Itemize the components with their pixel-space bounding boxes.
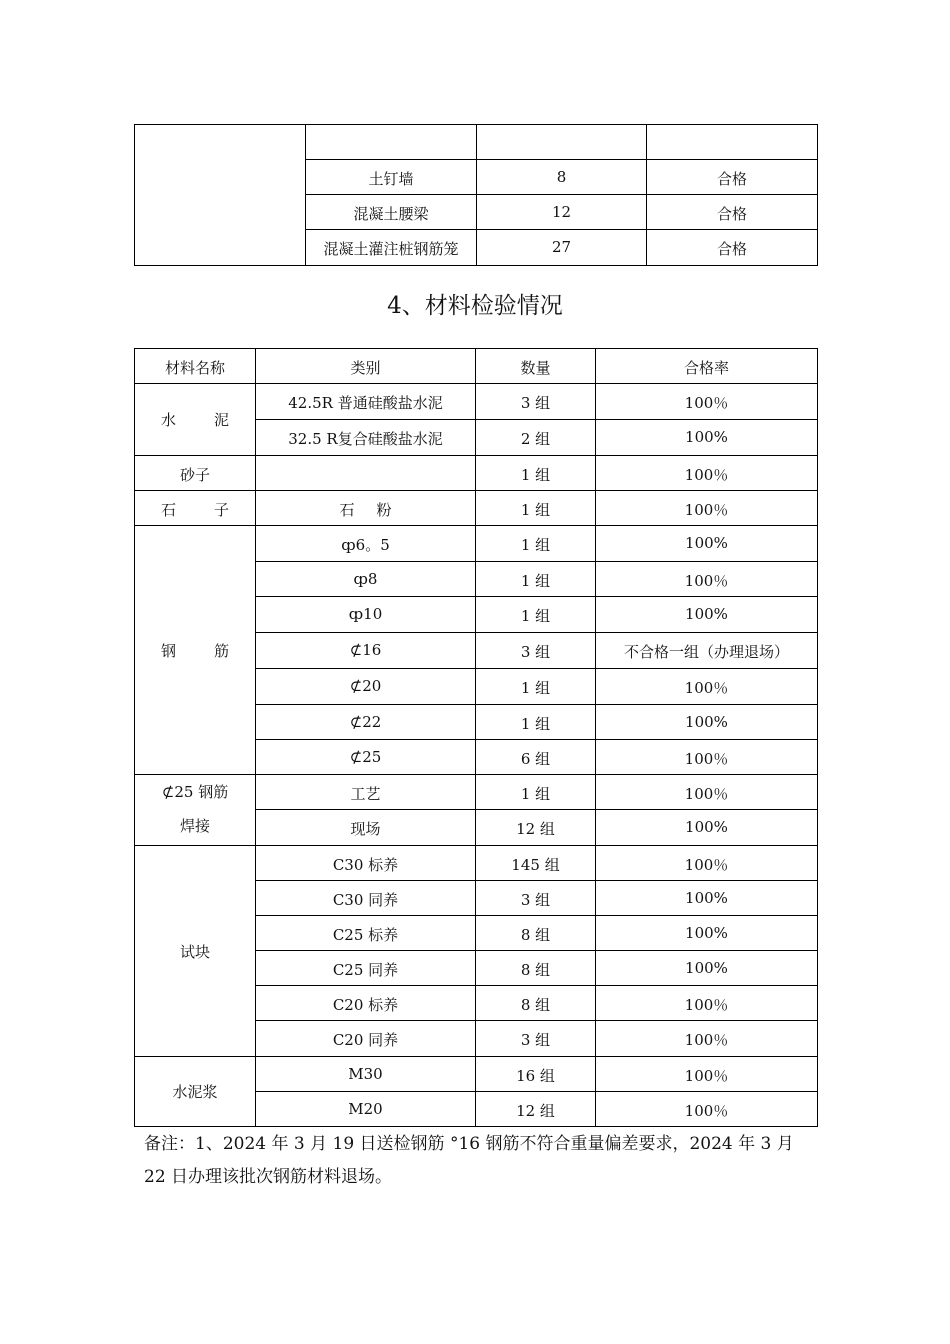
category-cell: 32.5 R复合硅酸盐水泥 <box>256 420 476 456</box>
count-cell <box>477 125 647 160</box>
material-inspection-table <box>134 348 818 1127</box>
header-material-name: 材料名称 <box>135 349 256 384</box>
category-cell: C25 标养 <box>256 916 476 951</box>
material-name-cement: 水 泥 <box>135 384 256 456</box>
rate-cell: 100％ <box>596 986 818 1021</box>
item-cell: 混凝土腰梁 <box>306 195 477 230</box>
item-cell <box>306 125 477 160</box>
qty-cell: 1 组 <box>476 456 596 491</box>
item-cell: 土钉墙 <box>306 160 477 195</box>
rate-cell: 100％ <box>596 491 818 526</box>
category-cell: ⊄20 <box>256 669 476 705</box>
table-row <box>135 526 818 562</box>
rate-cell: 100% <box>596 597 818 633</box>
item-cell: 混凝土灌注桩钢筋笼 <box>306 230 477 266</box>
rate-cell: 100% <box>596 951 818 986</box>
table-row <box>135 1057 818 1092</box>
qty-cell: 3 组 <box>476 633 596 669</box>
count-cell: 27 <box>477 230 647 266</box>
category-cell: C30 同养 <box>256 881 476 916</box>
category-cell: M30 <box>256 1057 476 1092</box>
category-cell: C20 标养 <box>256 986 476 1021</box>
rate-cell: 100% <box>596 526 818 562</box>
qty-cell: 1 组 <box>476 669 596 705</box>
qty-cell: 12 组 <box>476 1092 596 1127</box>
category-cell: ȹ8 <box>256 562 476 597</box>
section-title: 4、材料检验情况 <box>387 293 563 319</box>
qty-cell: 12 组 <box>476 810 596 846</box>
qty-cell: 8 组 <box>476 986 596 1021</box>
result-cell <box>647 125 818 160</box>
rate-cell: 100% <box>596 420 818 456</box>
qty-cell: 6 组 <box>476 740 596 775</box>
material-name-specimen: 试块 <box>135 846 256 1057</box>
qty-cell: 1 组 <box>476 562 596 597</box>
rate-cell: 100％ <box>596 384 818 420</box>
category-cell: ȹ6。5 <box>256 526 476 562</box>
qty-cell: 2 组 <box>476 420 596 456</box>
header-quantity: 数量 <box>476 349 596 384</box>
category-cell: M20 <box>256 1092 476 1127</box>
rate-cell: 100% <box>596 881 818 916</box>
category-cell: ⊄25 <box>256 740 476 775</box>
qty-cell: 16 组 <box>476 1057 596 1092</box>
qty-cell: 3 组 <box>476 384 596 420</box>
rate-cell: 100％ <box>596 775 818 810</box>
qty-cell: 8 组 <box>476 916 596 951</box>
material-name-stone: 石 子 <box>135 491 256 526</box>
category-cell: C25 同养 <box>256 951 476 986</box>
rate-cell: 100% <box>596 916 818 951</box>
qty-cell: 1 组 <box>476 705 596 740</box>
category-cell: 石 粉 <box>256 491 476 526</box>
inspection-table-continued <box>134 124 818 266</box>
qty-cell: 8 组 <box>476 951 596 986</box>
rate-cell: 100％ <box>596 1021 818 1057</box>
rate-cell: 100％ <box>596 456 818 491</box>
result-cell: 合格 <box>647 195 818 230</box>
category-cell: 现场 <box>256 810 476 846</box>
category-cell: ȹ10 <box>256 597 476 633</box>
rate-cell: 100% <box>596 705 818 740</box>
rate-cell: 100％ <box>596 1057 818 1092</box>
rate-cell: 100％ <box>596 562 818 597</box>
rate-cell: 不合格一组（办理退场） <box>596 633 818 669</box>
table-row <box>135 846 818 881</box>
count-cell: 8 <box>477 160 647 195</box>
result-cell: 合格 <box>647 160 818 195</box>
category-cell: ⊄16 <box>256 633 476 669</box>
material-name-sand: 砂子 <box>135 456 256 491</box>
qty-cell: 3 组 <box>476 881 596 916</box>
material-name-grout: 水泥浆 <box>135 1057 256 1127</box>
rate-cell: 100％ <box>596 846 818 881</box>
count-cell: 12 <box>477 195 647 230</box>
table-row <box>135 384 818 420</box>
material-name-welding: ⊄25 钢筋 焊接 <box>135 775 256 846</box>
qty-cell: 1 组 <box>476 597 596 633</box>
qty-cell: 1 组 <box>476 526 596 562</box>
material-name-rebar: 钢 筋 <box>135 526 256 775</box>
rate-cell: 100％ <box>596 1092 818 1127</box>
qty-cell: 3 组 <box>476 1021 596 1057</box>
header-pass-rate: 合格率 <box>596 349 818 384</box>
category-cell: 42.5R 普通硅酸盐水泥 <box>256 384 476 420</box>
category-cell <box>256 456 476 491</box>
rate-cell: 100% <box>596 810 818 846</box>
qty-cell: 145 组 <box>476 846 596 881</box>
table-row <box>135 491 818 526</box>
header-row <box>135 349 818 384</box>
remarks-note: 备注：1、2024 年 3 月 19 日送检钢筋 °16 钢筋不符合重量偏差要求，2024 年 3 月 22 日办理该批次钢筋材料退场。 <box>144 1134 794 1187</box>
table-row <box>135 775 818 810</box>
merged-category-cell <box>135 125 306 266</box>
category-cell: C20 同养 <box>256 1021 476 1057</box>
category-cell: ⊄22 <box>256 705 476 740</box>
result-cell: 合格 <box>647 230 818 266</box>
rate-cell: 100％ <box>596 669 818 705</box>
qty-cell: 1 组 <box>476 491 596 526</box>
header-category: 类别 <box>256 349 476 384</box>
qty-cell: 1 组 <box>476 775 596 810</box>
table-row <box>135 456 818 491</box>
rate-cell: 100％ <box>596 740 818 775</box>
category-cell: C30 标养 <box>256 846 476 881</box>
category-cell: 工艺 <box>256 775 476 810</box>
